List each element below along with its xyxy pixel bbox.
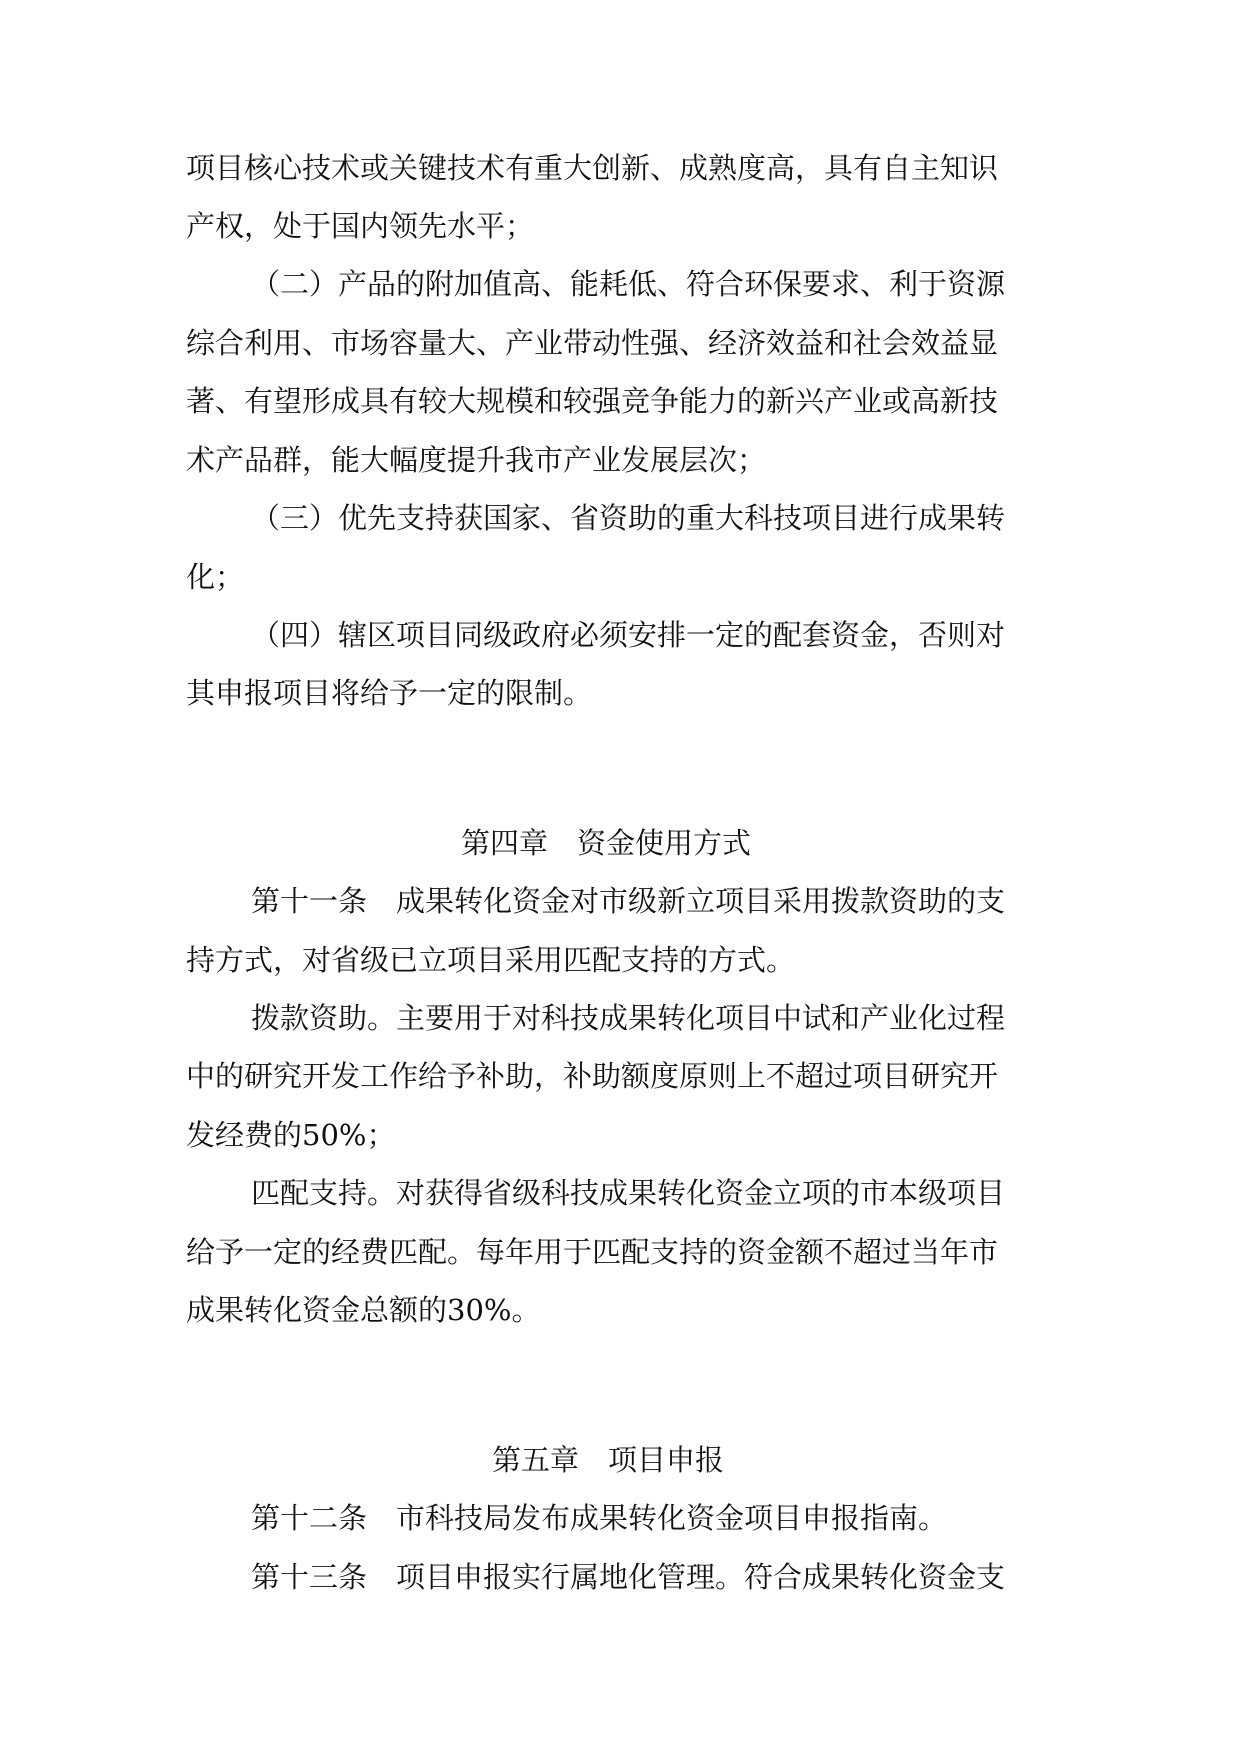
paragraph-line: 其申报项目将给予一定的限制。 <box>186 676 593 710</box>
paragraph-line: 项目核心技术或关键技术有重大创新、成熟度高，具有自主知识 <box>186 151 999 185</box>
paragraph-line: 化； <box>186 560 245 594</box>
article-number: 第十一条 <box>251 884 368 918</box>
paragraph-line: 持方式，对省级已立项目采用匹配支持的方式。 <box>186 943 796 977</box>
paragraph-line: 综合利用、市场容量大、产业带动性强、经济效益和社会效益显 <box>186 326 999 360</box>
article-line <box>251 881 1131 921</box>
article-text: 项目申报实行属地化管理。符合成果转化资金支 <box>396 1560 1006 1594</box>
paragraph-line: 著、有望形成具有较大规模和较强竞争能力的新兴产业或高新技 <box>186 384 999 418</box>
article-line <box>251 1557 1131 1597</box>
article-text: 成果转化资金对市级新立项目采用拨款资助的支 <box>396 884 1006 918</box>
paragraph-line: （三）优先支持获国家、省资助的重大科技项目进行成果转 <box>251 501 1006 535</box>
article-text: 市科技局发布成果转化资金项目申报指南。 <box>396 1501 948 1535</box>
paragraph-line: 产权，处于国内领先水平； <box>186 209 535 243</box>
paragraph-line: 中的研究开发工作给予补助，补助额度原则上不超过项目研究开 <box>186 1059 999 1093</box>
paragraph-line: 匹配支持。对获得省级科技成果转化资金立项的市本级项目 <box>251 1176 1006 1210</box>
paragraph-line: （四）辖区项目同级政府必须安排一定的配套资金，否则对 <box>251 618 1006 652</box>
paragraph-line: （二）产品的附加值高、能耗低、符合环保要求、利于资源 <box>251 267 1006 301</box>
paragraph-line: 给予一定的经费匹配。每年用于匹配支持的资金额不超过当年市 <box>186 1235 999 1269</box>
paragraph-line: 术产品群，能大幅度提升我市产业发展层次； <box>186 443 767 477</box>
chapter-heading: 第五章 项目申报 <box>492 1443 725 1477</box>
chapter-heading: 第四章 资金使用方式 <box>461 826 752 860</box>
article-number: 第十三条 <box>251 1560 368 1594</box>
article-number: 第十二条 <box>251 1501 368 1535</box>
paragraph-line: 拨款资助。主要用于对科技成果转化项目中试和产业化过程 <box>251 1001 1006 1035</box>
paragraph-line: 发经费的50%； <box>186 1118 396 1152</box>
article-line <box>251 1498 1131 1538</box>
paragraph-line: 成果转化资金总额的30%。 <box>186 1293 541 1327</box>
